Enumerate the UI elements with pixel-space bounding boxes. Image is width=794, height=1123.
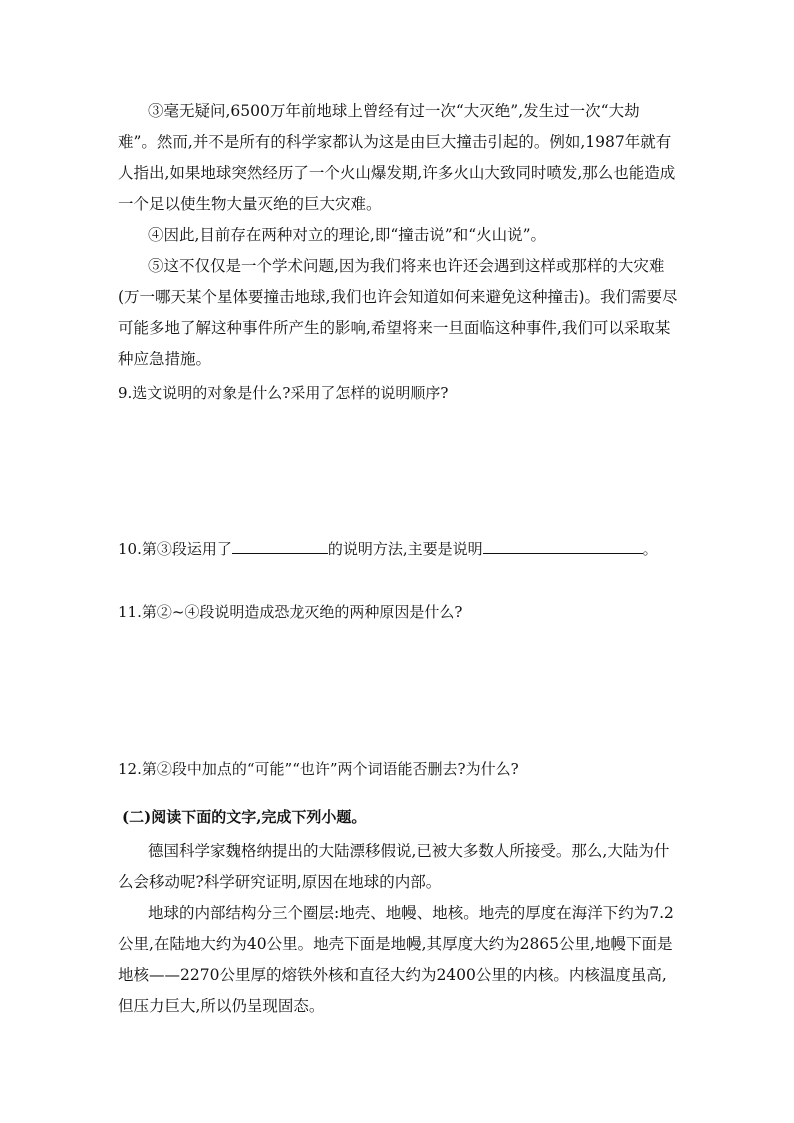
- question-10-part-c: 。: [642, 540, 658, 558]
- question-10: [118, 537, 698, 560]
- question-10-part-a: 10.第③段运用了: [118, 540, 232, 558]
- answer-blank-method[interactable]: [232, 537, 328, 554]
- paragraph-3: ③毫无疑问,6500万年前地球上曾经有过一次“大灭绝”,发生过一次“大劫难”。然而,并不是所有的科学家都认为这是由巨大撞击引起的。例如,1987年就有人指出,如果地球突然经历了一个火山爆发期,许多火山大致同时喷发,那么也能造成一个足以使生物大量灭绝的巨大灾难。: [118, 102, 676, 213]
- paragraph-4: ④因此,目前存在两种对立的理论,即“撞击说”和“火山说”。: [148, 226, 547, 244]
- section-2-heading: (二)阅读下面的文字,完成下列小题。: [122, 808, 367, 826]
- question-11: 11.第②~④段说明造成恐龙灭绝的两种原因是什么?: [118, 603, 463, 621]
- paragraph-5: ⑤这不仅仅是一个学术问题,因为我们将来也许还会遇到这样或那样的大灾难(万一哪天某个星体要撞击地球,我们也许会知道如何来避免这种撞击)。我们需要尽可能多地了解这种事件所产生的影响,希望将来一旦面临这种事件,我们可以采取某种应急措施。: [118, 257, 678, 368]
- question-10-part-b: 的说明方法,主要是说明: [327, 540, 483, 558]
- section-2-paragraph-1: 德国科学家魏格纳提出的大陆漂移假说,已被大多数人所接受。那么,大陆为什么会移动呢?科学研究证明,原因在地球的内部。: [118, 842, 670, 891]
- question-9: 9.选文说明的对象是什么?采用了怎样的说明顺序?: [118, 384, 449, 402]
- question-12: 12.第②段中加点的“可能”“也许”两个词语能否删去?为什么?: [118, 760, 519, 778]
- section-2-paragraph-2: 地球的内部结构分三个圈层:地壳、地幔、地核。地壳的厚度在海洋下约为7.2公里,在陆地大约为40公里。地壳下面是地幔,其厚度大约为2865公里,地幔下面是地核——2270公里厚的熔铁外核和直径大约为2400公里的内核。内核温度虽高,但压力巨大,所以仍呈现固态。: [118, 904, 674, 1015]
- answer-blank-content[interactable]: [483, 537, 643, 554]
